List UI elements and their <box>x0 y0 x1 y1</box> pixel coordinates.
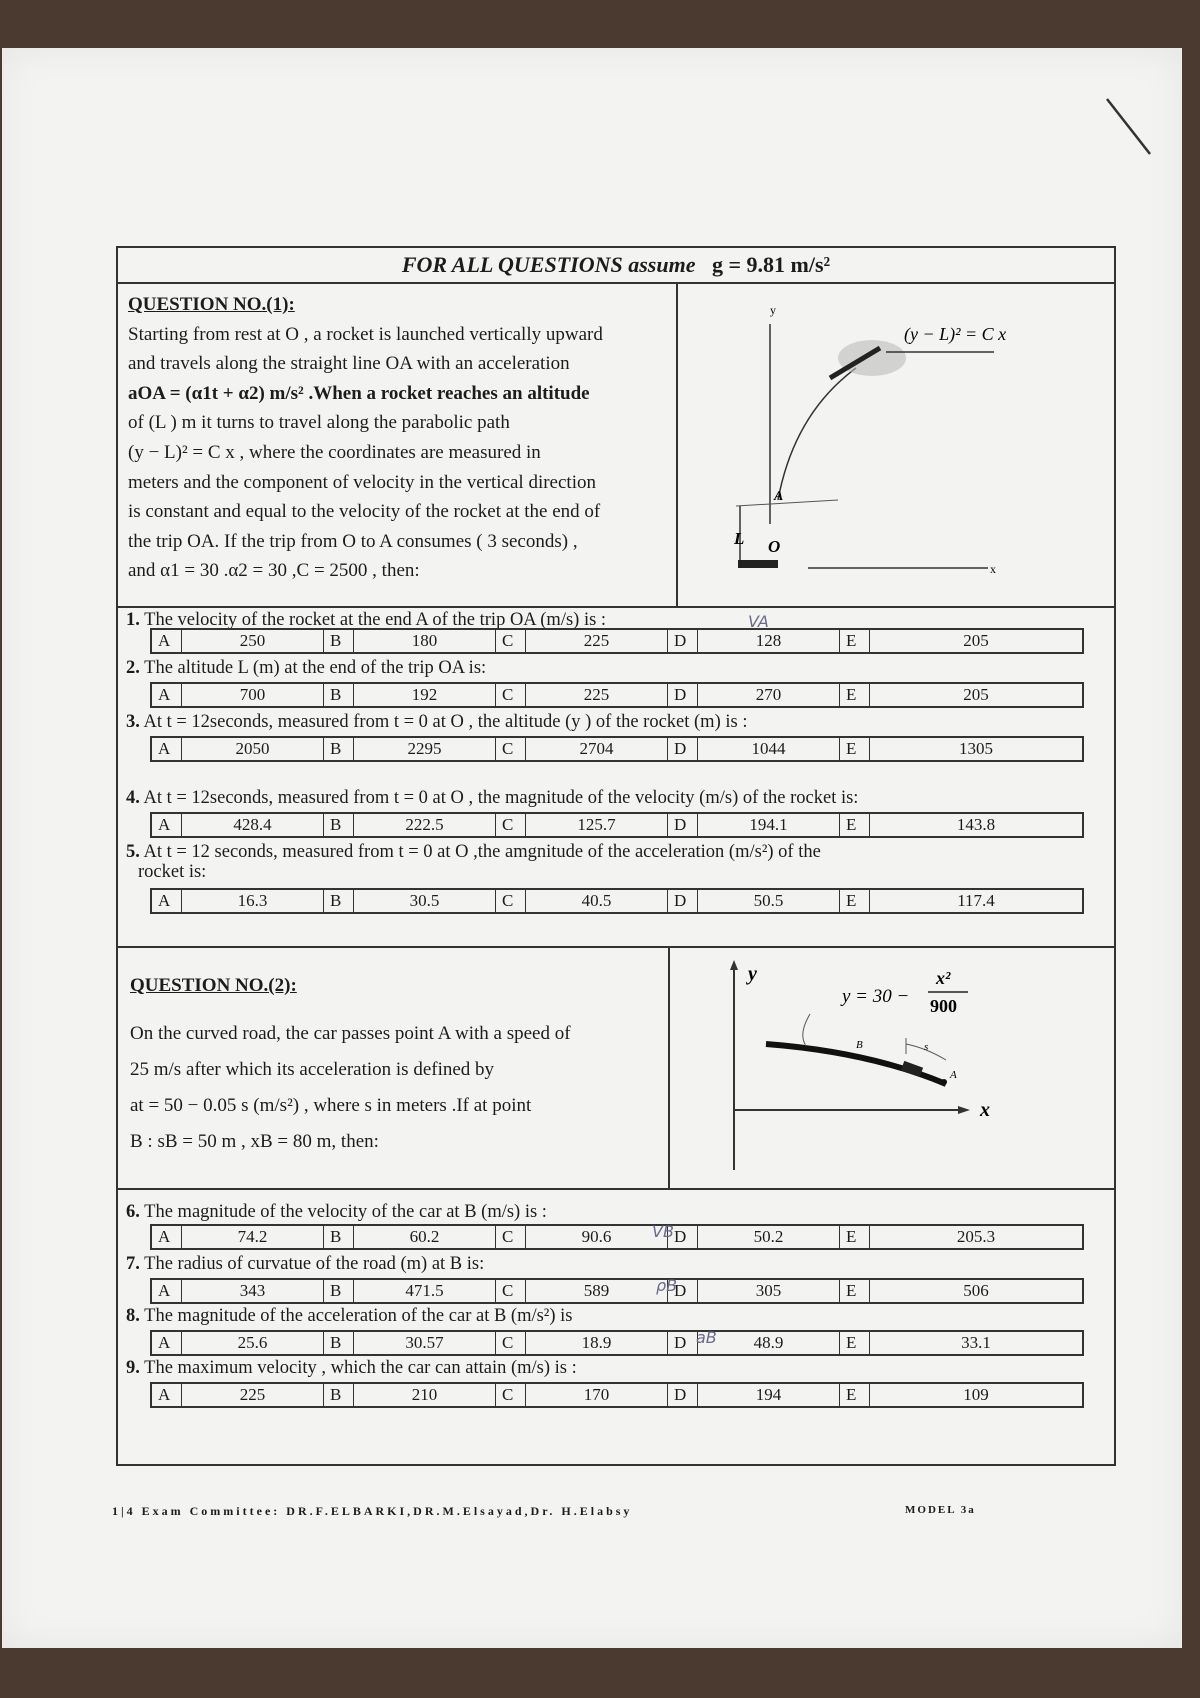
header-formula: g = 9.81 m/s² <box>711 252 831 277</box>
q1-line: (y − L)² = C x , where the coordinates are measured in <box>128 441 541 463</box>
option-label[interactable]: D <box>668 1226 698 1248</box>
q5-options <box>150 888 1084 914</box>
option-value[interactable]: 170 <box>526 1384 668 1406</box>
option-label[interactable]: D <box>668 814 698 836</box>
option-label[interactable]: D <box>668 1384 698 1406</box>
q-text: The magnitude of the acceleration of the car at B (m/s²) is <box>144 1306 573 1326</box>
q1-line: and travels along the straight line OA with an acceleration <box>128 353 570 375</box>
option-label[interactable]: B <box>324 1332 354 1354</box>
option-label[interactable]: B <box>324 1280 354 1302</box>
option-value[interactable]: 74.2 <box>182 1226 324 1248</box>
option-value[interactable]: 428.4 <box>182 814 324 836</box>
option-value[interactable]: 60.2 <box>354 1226 496 1248</box>
q1-line: of (L ) m it turns to travel along the parabolic path <box>128 412 510 434</box>
q-text: At t = 12seconds, measured from t = 0 at O , the altitude (y ) of the rocket (m) is : <box>143 712 748 732</box>
option-label[interactable]: B <box>324 814 354 836</box>
handwritten-vb: VB <box>652 1222 674 1241</box>
option-value[interactable]: 50.5 <box>698 890 840 912</box>
option-label[interactable]: B <box>324 738 354 760</box>
fig2-b-label: B <box>856 1039 863 1051</box>
option-value[interactable]: 589 <box>526 1280 668 1302</box>
q4-stem <box>126 788 858 809</box>
q5-stem <box>126 842 821 863</box>
q2-line: On the curved road, the car passes point A with a speed of <box>130 1023 571 1044</box>
fig1-x-label: x <box>990 562 996 576</box>
question-2-title: QUESTION NO.(2): <box>130 975 297 996</box>
option-value[interactable]: 205 <box>963 631 989 650</box>
option-value[interactable]: 128 <box>698 630 840 652</box>
fig2-a-label: A <box>950 1069 957 1081</box>
option-label[interactable]: A <box>152 1332 182 1354</box>
q7-options <box>150 1278 1084 1304</box>
q-num: 7. <box>126 1254 140 1274</box>
option-value[interactable]: 343 <box>182 1280 324 1302</box>
q6-options <box>150 1224 1084 1250</box>
option-label[interactable]: A <box>152 1226 182 1248</box>
handwritten-rho-b: ρB <box>656 1276 678 1295</box>
option-value[interactable]: 471.5 <box>354 1280 496 1302</box>
fig1-l-label: L <box>734 529 745 548</box>
option-label[interactable]: D <box>668 684 698 706</box>
option-label[interactable]: A <box>152 1280 182 1302</box>
option-value[interactable]: 109 <box>963 1385 989 1404</box>
q2-line: at = 50 − 0.05 s (m/s²) , where s in meters .If at point <box>130 1095 532 1116</box>
curved-road-diagram <box>670 948 1114 1188</box>
option-value[interactable]: 125.7 <box>526 814 668 836</box>
option-label[interactable]: C <box>496 1280 526 1302</box>
q-num: 2. <box>126 658 140 678</box>
option-label[interactable]: C <box>496 630 526 652</box>
q-text: The altitude L (m) at the end of the trip OA is: <box>144 658 487 678</box>
q1-line: meters and the component of velocity in the vertical direction <box>128 471 596 493</box>
header-assumption <box>118 248 1114 284</box>
option-value[interactable]: 210 <box>354 1384 496 1406</box>
option-label[interactable]: E <box>840 1384 870 1406</box>
footer-model: MODEL 3a <box>905 1504 976 1516</box>
option-value[interactable]: 90.6 <box>526 1226 668 1248</box>
q1-line: the trip OA. If the trip from O to A consumes ( 3 seconds) , <box>128 530 578 552</box>
question-1-text <box>128 290 678 586</box>
option-label[interactable]: C <box>496 684 526 706</box>
fig2-y-label: y <box>748 963 757 985</box>
question-1-block <box>118 284 1114 608</box>
option-value[interactable]: 40.5 <box>526 890 668 912</box>
option-value[interactable]: 1305 <box>959 739 993 758</box>
q8-options <box>150 1330 1084 1356</box>
option-label[interactable]: A <box>152 684 182 706</box>
q-text: The maximum velocity , which the car can attain (m/s) is : <box>144 1358 577 1378</box>
q8-stem <box>126 1306 572 1327</box>
option-value[interactable]: 205 <box>963 685 989 704</box>
q3-stem <box>126 712 747 733</box>
q-text: The magnitude of the velocity of the car at B (m/s) is : <box>144 1202 547 1222</box>
questions-1-5 <box>126 608 1106 944</box>
q2-stem <box>126 658 486 679</box>
option-label[interactable]: B <box>324 684 354 706</box>
option-label[interactable]: E <box>840 1332 870 1354</box>
option-value[interactable]: 2704 <box>526 738 668 760</box>
option-value[interactable]: 16.3 <box>182 890 324 912</box>
q1-line: is constant and equal to the velocity of the rocket at the end of <box>128 501 601 523</box>
option-label[interactable]: E <box>840 814 870 836</box>
q1-line: and α1 = 30 .α2 = 30 ,C = 2500 , then: <box>128 560 420 582</box>
option-value[interactable]: 30.5 <box>354 890 496 912</box>
fig2-equation-num: x² <box>936 968 951 988</box>
q-num: 6. <box>126 1202 140 1222</box>
option-label[interactable]: E <box>840 1226 870 1248</box>
q-num: 9. <box>126 1358 140 1378</box>
option-label[interactable]: A <box>152 890 182 912</box>
q4-options <box>150 812 1084 838</box>
option-value[interactable]: 225 <box>526 630 668 652</box>
q1-options <box>150 628 1084 654</box>
option-label[interactable]: C <box>496 890 526 912</box>
option-value[interactable]: 194.1 <box>698 814 840 836</box>
page-footer <box>112 1504 1112 1519</box>
question-1-figure <box>678 284 1114 606</box>
fig2-s-label: s <box>924 1041 929 1053</box>
option-value[interactable]: 700 <box>182 684 324 706</box>
option-value[interactable]: 305 <box>698 1280 840 1302</box>
option-value[interactable]: 33.1 <box>961 1333 991 1352</box>
option-value[interactable]: 143.8 <box>956 815 996 834</box>
q7-stem <box>126 1254 484 1275</box>
option-value[interactable]: 194 <box>698 1384 840 1406</box>
option-label[interactable]: D <box>668 630 698 652</box>
option-label[interactable]: D <box>668 1280 698 1302</box>
option-value[interactable]: 2295 <box>354 738 496 760</box>
option-label[interactable]: A <box>152 814 182 836</box>
q9-options <box>150 1382 1084 1408</box>
option-value[interactable]: 192 <box>354 684 496 706</box>
fig1-equation: (y − L)² = C x <box>904 324 1007 344</box>
q9-stem <box>126 1358 577 1379</box>
option-label[interactable]: B <box>324 1226 354 1248</box>
option-label[interactable]: D <box>668 890 698 912</box>
q-text-cont: rocket is: <box>138 862 207 882</box>
question-1-title: QUESTION NO.(1): <box>128 294 295 315</box>
option-value[interactable]: 1044 <box>698 738 840 760</box>
option-label[interactable]: C <box>496 1384 526 1406</box>
q1-line: aOA = (α1t + α2) m/s² .When a rocket reaches an altitude <box>128 382 590 404</box>
option-value[interactable]: 180 <box>354 630 496 652</box>
option-label[interactable]: B <box>324 890 354 912</box>
fig2-x-label: x <box>980 1099 990 1121</box>
option-label[interactable]: A <box>152 1384 182 1406</box>
question-2-block <box>118 946 1114 1190</box>
option-value[interactable]: 18.9 <box>526 1332 668 1354</box>
q2-line: B : sB = 50 m , xB = 80 m, then: <box>130 1131 379 1152</box>
option-value[interactable]: 225 <box>182 1384 324 1406</box>
option-value[interactable]: 506 <box>963 1281 989 1300</box>
fig1-o-label: O <box>768 537 781 556</box>
option-value[interactable]: 117.4 <box>957 891 995 910</box>
option-value[interactable]: 48.9 <box>698 1332 840 1354</box>
q6-stem <box>126 1202 547 1223</box>
option-label[interactable]: E <box>840 1280 870 1302</box>
handwritten-va: VA <box>748 612 769 631</box>
questions-6-9 <box>126 1188 1106 1428</box>
option-label[interactable]: E <box>840 738 870 760</box>
option-value[interactable]: 2050 <box>182 738 324 760</box>
option-label[interactable]: A <box>152 738 182 760</box>
option-value[interactable]: 50.2 <box>698 1226 840 1248</box>
option-label[interactable]: C <box>496 1332 526 1354</box>
fig1-y-label: y <box>770 303 776 317</box>
exam-sheet <box>116 246 1116 1466</box>
option-label[interactable]: E <box>840 630 870 652</box>
q-num: 3. <box>126 712 140 732</box>
question-2-text <box>130 968 630 1160</box>
option-label[interactable]: D <box>668 738 698 760</box>
option-label[interactable]: C <box>496 814 526 836</box>
question-2-figure <box>670 948 1114 1188</box>
q-text: The velocity of the rocket at the end A of the trip OA (m/s) is : <box>144 610 607 630</box>
footer-text: 1|4 Exam Committee: DR.F.ELBARKI,DR.M.Elsayad,Dr. H.Elabsy <box>112 1504 633 1518</box>
q-num: 4. <box>126 788 140 808</box>
option-label[interactable]: B <box>324 1384 354 1406</box>
fig2-equation-den: 900 <box>930 996 957 1016</box>
q-text: At t = 12seconds, measured from t = 0 at O , the magnitude of the velocity (m/s) of the rocket is: <box>143 788 859 808</box>
q5-stem-cont <box>138 862 206 883</box>
q-num: 5. <box>126 842 140 862</box>
option-label[interactable]: A <box>152 630 182 652</box>
option-value[interactable]: 222.5 <box>354 814 496 836</box>
q-num: 1. <box>126 610 140 630</box>
q-text: The radius of curvatue of the road (m) at B is: <box>144 1254 485 1274</box>
q2-line: 25 m/s after which its acceleration is defined by <box>130 1059 495 1080</box>
handwritten-ab: aB <box>696 1328 717 1347</box>
q-text: At t = 12 seconds, measured from t = 0 at O ,the amgnitude of the acceleration (m/s²) of the <box>143 842 821 862</box>
option-value[interactable]: 205.3 <box>956 1227 996 1246</box>
fig1-a-label: A <box>774 489 784 504</box>
option-label[interactable]: B <box>324 630 354 652</box>
option-value[interactable]: 25.6 <box>182 1332 324 1354</box>
option-value[interactable]: 250 <box>182 630 324 652</box>
option-label[interactable]: D <box>668 1332 698 1354</box>
q1-line: Starting from rest at O , a rocket is launched vertically upward <box>128 323 603 345</box>
option-label[interactable]: C <box>496 1226 526 1248</box>
option-value[interactable]: 270 <box>698 684 840 706</box>
rocket-path-diagram <box>678 284 1114 606</box>
option-label[interactable]: E <box>840 890 870 912</box>
option-value[interactable]: 225 <box>526 684 668 706</box>
q2-options <box>150 682 1084 708</box>
option-value[interactable]: 30.57 <box>354 1332 496 1354</box>
option-label[interactable]: E <box>840 684 870 706</box>
fig2-equation-lhs: y = 30 − <box>842 986 910 1007</box>
q-num: 8. <box>126 1306 140 1326</box>
header-prefix: FOR ALL QUESTIONS assume <box>401 252 696 277</box>
option-label[interactable]: C <box>496 738 526 760</box>
pen-stroke-mark <box>1102 94 1162 164</box>
q3-options <box>150 736 1084 762</box>
